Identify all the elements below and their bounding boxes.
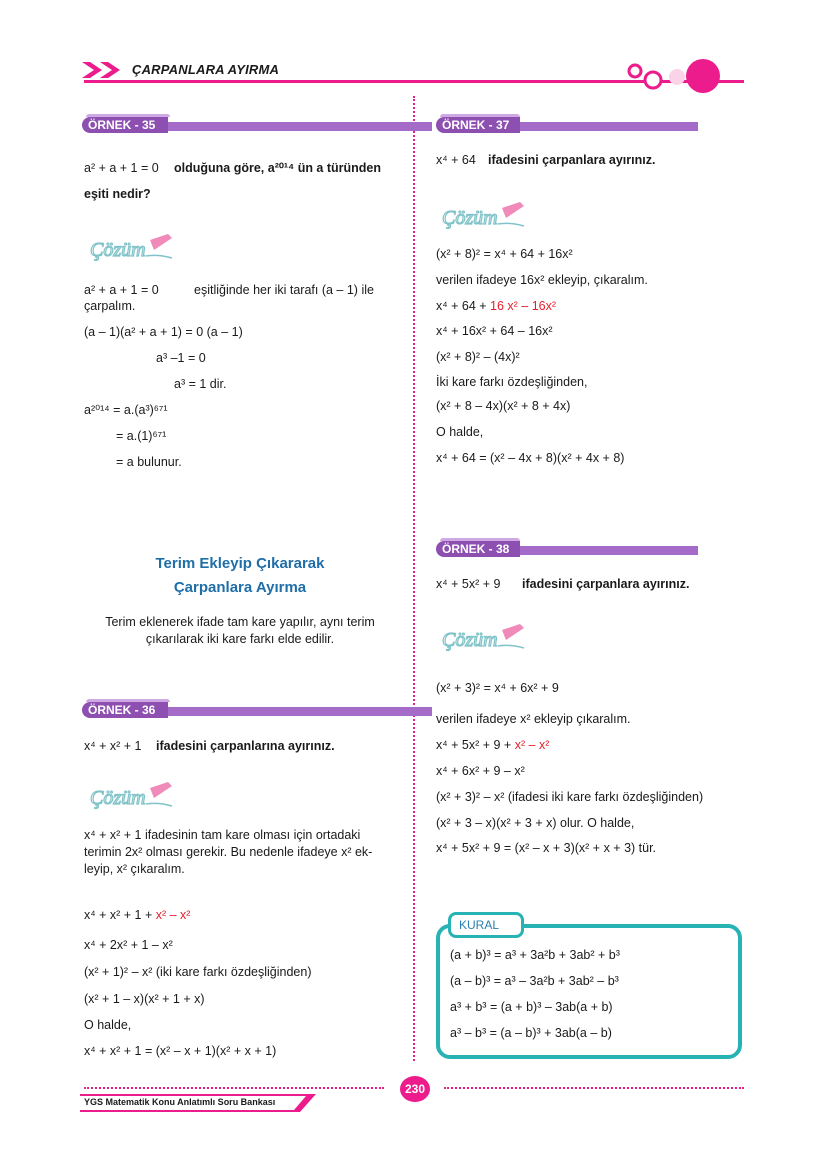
ex37-question-expr: x⁴ + 64 <box>436 153 476 167</box>
ex37-step-6: İki kare farkı özdeşliğinden, <box>436 375 588 389</box>
rule-line-1: (a + b)³ = a³ + 3a²b + 3ab² + b³ <box>450 948 620 962</box>
ex37-step-4: x⁴ + 16x² + 64 – 16x² <box>436 324 553 338</box>
ex38-step-5: (x² + 3)² – x² (ifadesi iki kare farkı özdeşliğinden) <box>436 790 704 804</box>
solution-icon <box>88 778 178 814</box>
ex35-question-text: olduğuna göre, a²⁰¹⁴ ün a türünden <box>174 161 382 175</box>
ex35-line-1c: çarpalım. <box>84 299 136 313</box>
solution-icon <box>440 620 530 656</box>
ex35-line-1a: a² + a + 1 = 0 <box>84 283 159 297</box>
ex37-step-1: (x² + 8)² = x⁴ + 64 + 16x² <box>436 247 573 261</box>
page-number: 230 <box>400 1076 430 1102</box>
ex36-step-2: x⁴ + 2x² + 1 – x² <box>84 938 173 952</box>
svg-text:Çözüm: Çözüm <box>442 629 498 651</box>
example-35-badge: ÖRNEK - 35 <box>82 117 352 133</box>
chapter-title: ÇARPANLARA AYIRMA <box>132 62 280 77</box>
footer-rule-right <box>444 1087 744 1089</box>
ex38-step-2: verilen ifadeye x² ekleyip çıkaralım. <box>436 712 631 726</box>
ex36-step-4: (x² + 1 – x)(x² + 1 + x) <box>84 992 205 1006</box>
ex36-para-2: terimin 2x² olması gerekir. Bu nedenle ifadeye x² ek- <box>84 845 373 859</box>
svg-text:Çözüm: Çözüm <box>90 239 146 261</box>
ex37-step-3: x⁴ + 64 + 16 x² – 16x² <box>436 299 557 313</box>
ex38-question-text: ifadesini çarpanlara ayırınız. <box>522 577 690 591</box>
ex37-step-5: (x² + 8)² – (4x)² <box>436 350 520 364</box>
rule-label: KURAL <box>448 912 524 938</box>
ex37-step-9: x⁴ + 64 = (x² – 4x + 8)(x² + 4x + 8) <box>436 451 625 465</box>
solution-icon <box>88 230 178 266</box>
ex36-para-1: x⁴ + x² + 1 ifadesinin tam kare olması için ortadaki <box>84 828 361 842</box>
example-37-badge: ÖRNEK - 37 <box>436 117 698 133</box>
ex37-question-text: ifadesini çarpanlara ayırınız. <box>488 153 656 167</box>
ex35-question-expr: a² + a + 1 = 0 <box>84 161 159 175</box>
ex38-step-6: (x² + 3 – x)(x² + 3 + x) olur. O halde, <box>436 816 635 830</box>
example-38-badge: ÖRNEK - 38 <box>436 541 698 557</box>
ex35-step-5: = a.(1)⁶⁷¹ <box>116 429 167 443</box>
ex36-step-5: O halde, <box>84 1018 132 1032</box>
ex35-step-3: a³ = 1 dir. <box>174 377 227 391</box>
svg-text:Çözüm: Çözüm <box>90 787 146 809</box>
ex38-step-7: x⁴ + 5x² + 9 = (x² – x + 3)(x² + x + 3) tür. <box>436 841 657 855</box>
svg-text:Çözüm: Çözüm <box>442 207 498 229</box>
ex38-question-expr: x⁴ + 5x² + 9 <box>436 577 501 591</box>
example-36-badge: ÖRNEK - 36 <box>82 702 352 718</box>
rule-line-3: a³ + b³ = (a + b)³ – 3ab(a + b) <box>450 1000 613 1014</box>
column-divider <box>413 96 415 1061</box>
ex37-step-7: (x² + 8 – 4x)(x² + 8 + 4x) <box>436 399 571 413</box>
rule-line-4: a³ – b³ = (a – b)³ + 3ab(a – b) <box>450 1026 612 1040</box>
ex36-step-1: x⁴ + x² + 1 + x² – x² <box>84 908 191 922</box>
section-title-1: Terim Ekleyip Çıkararak <box>155 555 325 572</box>
ex37-step-8: O halde, <box>436 425 484 439</box>
ex37-step-2: verilen ifadeye 16x² ekleyip, çıkaralım. <box>436 273 648 287</box>
ex38-step-3: x⁴ + 5x² + 9 + x² – x² <box>436 738 550 752</box>
ex38-step-4: x⁴ + 6x² + 9 – x² <box>436 764 525 778</box>
section-text-2: çıkarılarak iki kare farkı elde edilir. <box>145 632 335 646</box>
ex38-step-1: (x² + 3)² = x⁴ + 6x² + 9 <box>436 681 559 695</box>
footer-rule-left <box>84 1087 384 1089</box>
ex35-line-1b: eşitliğinde her iki tarafı (a – 1) ile <box>194 283 374 297</box>
ex35-step-1: (a – 1)(a² + a + 1) = 0 (a – 1) <box>84 325 243 339</box>
header-circles-icon <box>625 56 725 96</box>
rule-line-2: (a – b)³ = a³ – 3a²b + 3ab² – b³ <box>450 974 619 988</box>
ex36-question-expr: x⁴ + x² + 1 <box>84 739 142 753</box>
ex36-step-6: x⁴ + x² + 1 = (x² – x + 1)(x² + x + 1) <box>84 1044 277 1058</box>
ex36-question-text: ifadesini çarpanlarına ayırınız. <box>156 739 335 753</box>
footer-book-title: YGS Matematik Konu Anlatımlı Soru Bankası <box>84 1097 276 1107</box>
section-text-1: Terim eklenerek ifade tam kare yapılır, aynı terim <box>105 615 375 629</box>
solution-icon <box>440 198 530 234</box>
header-chevron-icon <box>82 58 128 82</box>
ex35-step-4: a²⁰¹⁴ = a.(a³)⁶⁷¹ <box>84 403 168 417</box>
ex35-step-6: = a bulunur. <box>116 455 182 469</box>
ex35-question-text-2: eşiti nedir? <box>84 187 151 201</box>
ex36-para-3: leyip, x² çıkaralım. <box>84 862 185 876</box>
section-title-2: Çarpanlara Ayırma <box>173 579 307 596</box>
ex36-step-3: (x² + 1)² – x² (iki kare farkı özdeşliğinden) <box>84 965 312 979</box>
ex35-step-2: a³ –1 = 0 <box>156 351 206 365</box>
